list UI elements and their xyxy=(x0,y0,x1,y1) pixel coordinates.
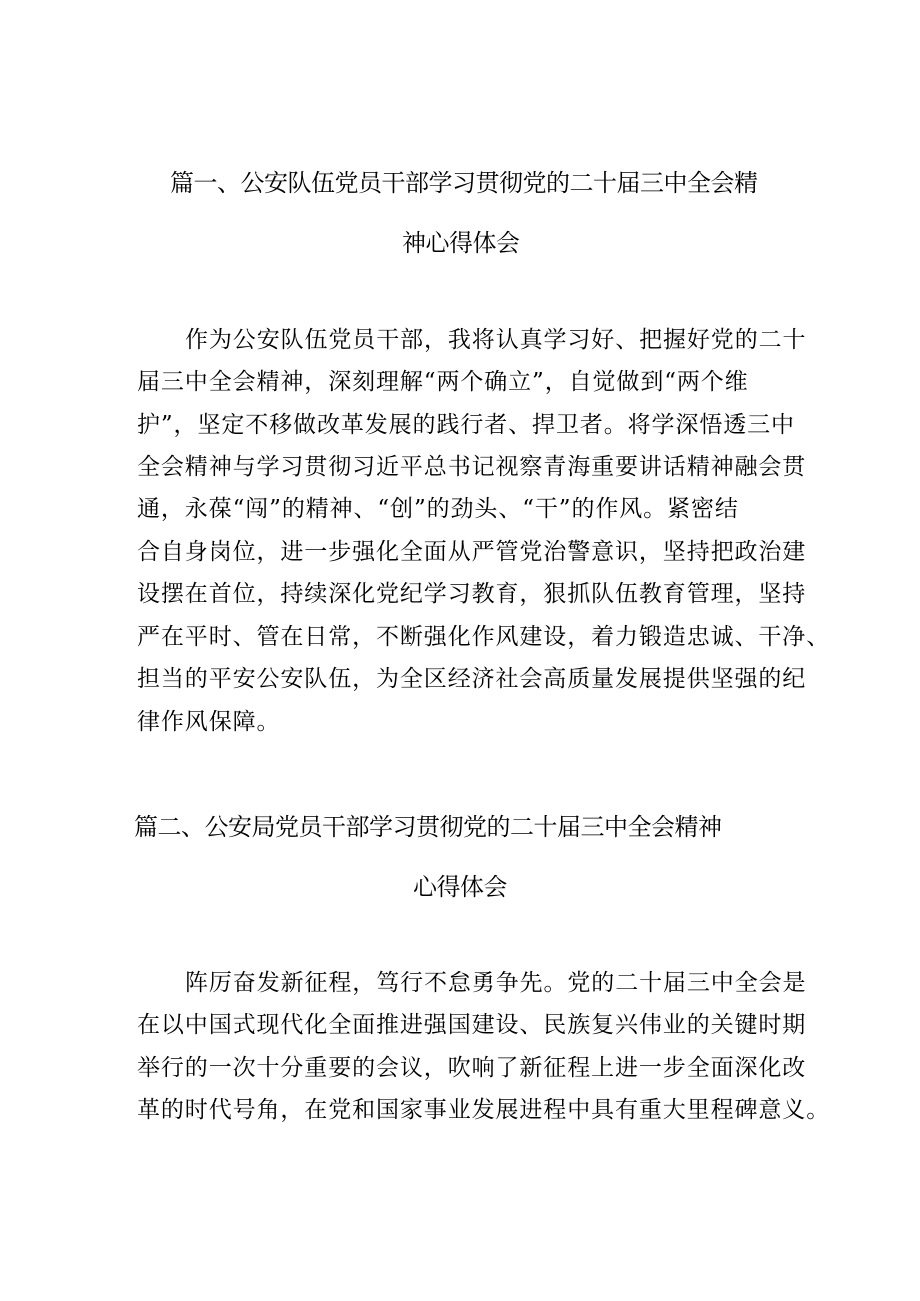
article1-paragraph-line: 全会精神与学习贯彻习近平总书记视察青海重要讲话精神融会贯 xyxy=(137,454,807,480)
article1-paragraph-line: 通，永葆“闯”的精神、“创”的劲头、“干”的作风。紧密结 xyxy=(137,496,739,522)
article1-paragraph-line: 担当的平安公安队伍，为全区经济社会高质量发展提供坚强的纪 xyxy=(137,666,807,692)
article1-paragraph-line: 严在平时、管在日常，不断强化作风建设，着力锻造忠诚、干净、 xyxy=(137,624,831,650)
article2-paragraph-line: 革的时代号角，在党和国家事业发展进程中具有重大里程碑意义。 xyxy=(137,1097,831,1123)
article1-title-line1: 篇一、公安队伍党员干部学习贯彻党的二十届三中全会精 xyxy=(170,169,758,197)
article1-paragraph-line: 届三中全会精神，深刻理解“两个确立”，自觉做到“两个维 xyxy=(137,369,749,395)
article2-title-line1: 篇二、公安局党员干部学习贯彻党的二十届三中全会精神 xyxy=(134,813,722,841)
article1-paragraph-line: 护”，坚定不移做改革发展的践行者、捍卫者。将学深悟透三中 xyxy=(137,412,795,438)
article1-title-line2: 神心得体会 xyxy=(402,229,520,257)
article1-paragraph-line: 合自身岗位，进一步强化全面从严管党治警意识，坚持把政治建 xyxy=(137,539,807,565)
article2-paragraph-line: 阵厉奋发新征程，笃行不怠勇争先。党的二十届三中全会是 xyxy=(185,970,807,996)
article2-paragraph-line: 在以中国式现代化全面推进强国建设、民族复兴伟业的关键时期 xyxy=(137,1012,807,1038)
article2-paragraph-line: 举行的一次十分重要的会议，吹响了新征程上进一步全面深化改 xyxy=(137,1055,807,1081)
article2-title-line2: 心得体会 xyxy=(413,873,507,901)
article1-paragraph-line: 设摆在首位，持续深化党纪学习教育，狠抓队伍教育管理，坚持 xyxy=(137,581,807,607)
article1-paragraph-line: 作为公安队伍党员干部，我将认真学习好、把握好党的二十 xyxy=(185,327,807,353)
article1-paragraph-line: 律作风保障。 xyxy=(137,709,281,735)
